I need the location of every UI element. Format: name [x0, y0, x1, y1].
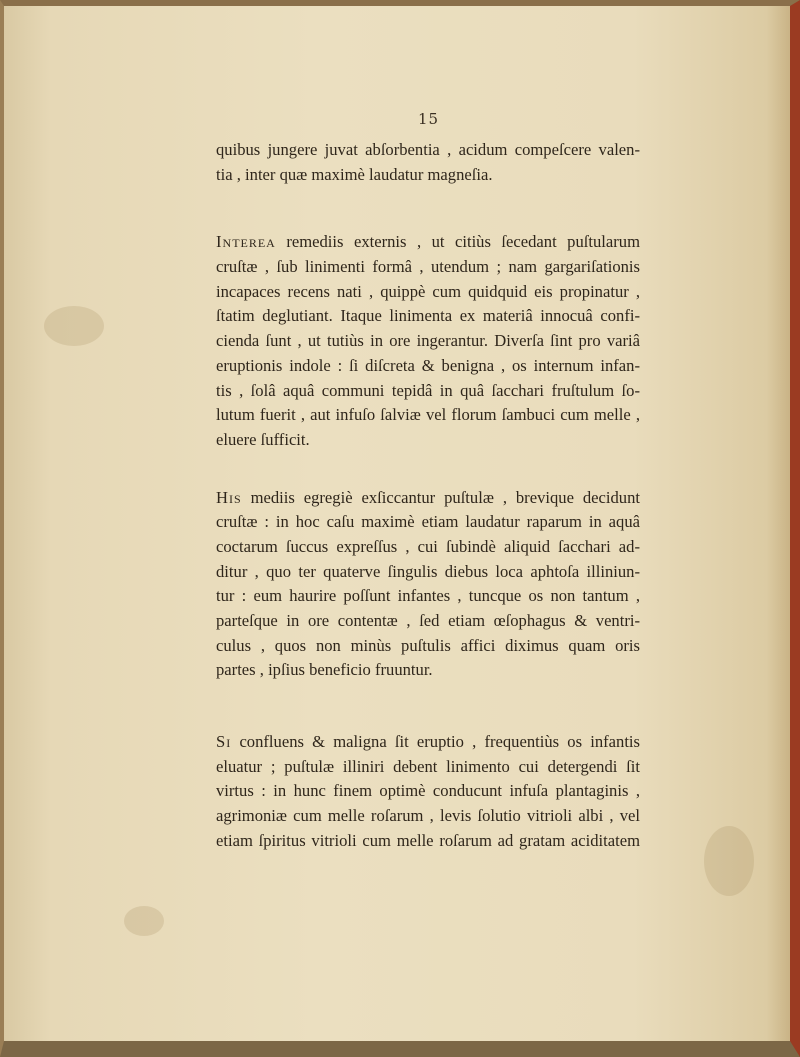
- text-line: agrimoniæ cum melle roſarum , levis ſolutio vitrioli albi , vel: [216, 806, 640, 826]
- paragraph-1: [216, 138, 640, 187]
- paper-stain: [704, 826, 754, 896]
- page-number: 15: [418, 110, 440, 128]
- text-line: ſtatim deglutiant. Itaque linimenta ex materiâ innocuâ confi-: [216, 306, 640, 326]
- lead-word: Interea: [216, 232, 276, 252]
- lead-word: His: [216, 487, 242, 507]
- paragraph-3: [216, 486, 640, 684]
- text-line: cruſtæ , ſub linimenti formâ , utendum ; nam gargariſationis: [216, 257, 640, 277]
- paragraph-2: [216, 230, 640, 452]
- text-line-rest: confluens & maligna ſit eruptio , frequentiùs os infantis: [239, 732, 640, 752]
- text-line: ditur , quo ter quaterve ſingulis diebus loca aphtoſa illiniun-: [216, 561, 640, 581]
- text-line: [216, 486, 640, 511]
- text-line: incapaces recens nati , quippè cum quidquid eis propinatur ,: [216, 281, 640, 301]
- paragraph-4: [216, 730, 640, 853]
- text-line: cienda ſunt , ut tutiùs in ore ingerantur. Diverſa ſint pro variâ: [216, 331, 640, 351]
- text-line: tur : eum haurire poſſunt infantes , tuncque os non tantum ,: [216, 586, 640, 606]
- text-line: cruſtæ : in hoc caſu maximè etiam laudatur raparum in aquâ: [216, 512, 640, 532]
- text-line: tis , ſolâ aquâ communi tepidâ in quâ ſacchari fruſtulum ſo-: [216, 380, 640, 400]
- text-line: eluatur ; puſtulæ illiniri debent linimento cui detergendi ſit: [216, 756, 640, 776]
- text-line: [216, 230, 640, 255]
- text-line: tia , inter quæ maximè laudatur magneſia.: [216, 164, 493, 184]
- text-line: lutum fuerit , aut infuſo ſalviæ vel florum ſambuci cum melle ,: [216, 405, 640, 425]
- text-line: eluere ſufficit.: [216, 429, 310, 449]
- text-line: etiam ſpiritus vitrioli cum melle roſarum ad gratam aciditatem: [216, 830, 640, 850]
- text-line: quibus jungere juvat abſorbentia , acidum compeſcere valen-: [216, 140, 640, 159]
- text-line: culus , quos non minùs puſtulis affici diximus quam oris: [216, 635, 640, 655]
- text-line: [216, 730, 640, 755]
- text-line: parteſque in ore contentæ , ſed etiam œſophagus & ventri-: [216, 611, 640, 630]
- text-body: [216, 138, 640, 854]
- paper-stain: [124, 906, 164, 936]
- text-line: virtus : in hunc finem optimè conducunt infuſa plantaginis ,: [216, 781, 640, 801]
- text-line: coctarum ſuccus expreſſus , cui ſubindè aliquid ſacchari ad-: [216, 536, 640, 556]
- paper-stain: [44, 306, 104, 346]
- lead-word: Si: [216, 732, 232, 752]
- text-line: eruptionis indole : ſi diſcreta & benigna , os internum infan-: [216, 355, 640, 375]
- text-line-rest: mediis egregiè exſiccantur puſtulæ , brevique decidunt: [250, 487, 640, 507]
- text-line: partes , ipſius beneficio fruuntur.: [216, 660, 433, 680]
- text-line-rest: remediis externis , ut citiùs ſecedant puſtularum: [286, 232, 640, 252]
